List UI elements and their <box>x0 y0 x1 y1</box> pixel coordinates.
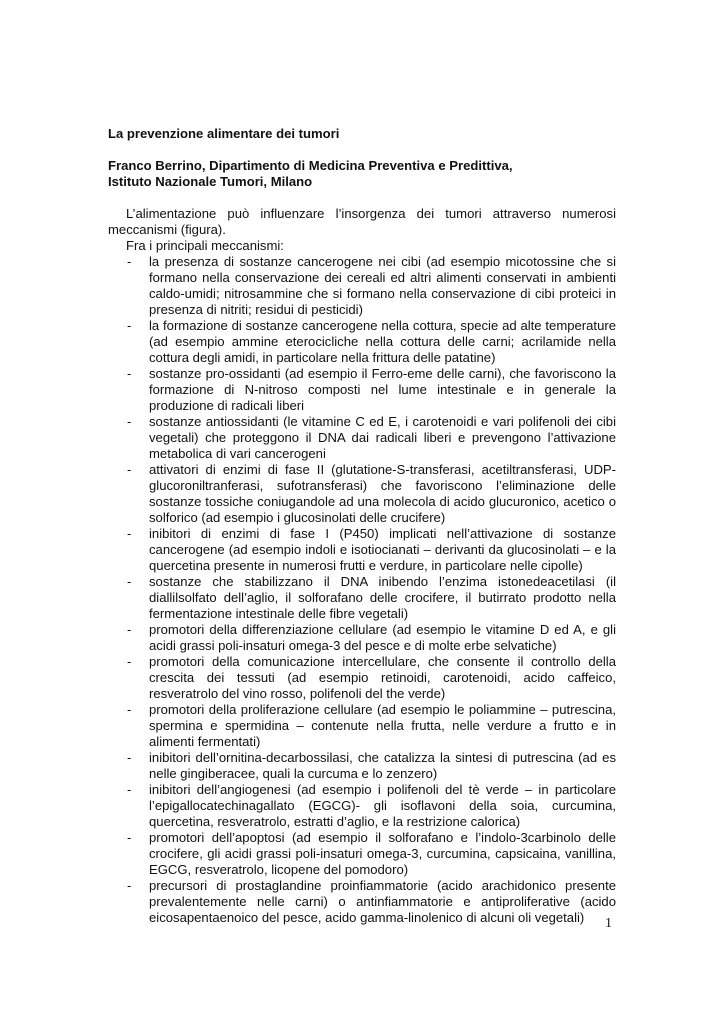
document-title: La prevenzione alimentare dei tumori <box>108 126 340 141</box>
bullet-dash: - <box>127 462 132 477</box>
list-item <box>108 782 616 830</box>
list-item-text: promotori della proliferazione cellulare (ad esempio le poliammine – putrescina, spermina e spermidina – contenute nella frutta, nelle verdure a frutto e in alimenti fermentati) <box>149 702 616 749</box>
intro-paragraph: L’alimentazione può influenzare l’insorgenza dei tumori attraverso numerosi meccanismi (figura). <box>108 206 616 237</box>
bullet-dash: - <box>127 414 132 429</box>
list-item-text: promotori della differenziazione cellulare (ad esempio le vitamine D ed A, e gli acidi grassi poli-insaturi omega-3 del pesce e di molte erbe selvatiche) <box>149 622 616 653</box>
list-item <box>108 366 616 414</box>
list-item-text: sostanze antiossidanti (le vitamine C ed E, i carotenoidi e vari polifenoli dei cibi vegetali) che proteggono il DNA dai radicali liberi e prevengono l’attivazione metabolica di vari cancerogeni <box>149 414 616 461</box>
list-item <box>108 462 616 526</box>
list-item <box>108 526 616 574</box>
list-item <box>108 414 616 462</box>
list-item <box>108 254 616 318</box>
list-item-text: sostanze che stabilizzano il DNA inibendo l’enzima istonedeacetilasi (il diallilsolfato dell’aglio, il solforafano delle crocifere, il butirrato prodotto nella fermentazione intestinale delle fibre vegetali) <box>149 574 616 621</box>
list-item-text: sostanze pro-ossidanti (ad esempio il Ferro-eme delle carni), che favoriscono la formazione di N-nitroso composti nel lume intestinale e in generale la produzione di radicali liberi <box>149 366 616 413</box>
mechanisms-list <box>108 254 616 926</box>
list-item-text: la presenza di sostanze cancerogene nei cibi (ad esempio micotossine che si formano nella conservazione dei cereali ed altri alimenti conservati in ambienti caldo-umidi; nitrosammine che si formano nella conservazione di cibi proteici in presenza di nitriti; residui di pesticidi) <box>149 254 616 317</box>
bullet-dash: - <box>127 574 132 589</box>
list-item <box>108 750 616 782</box>
list-item <box>108 702 616 750</box>
authors-line-2: Istituto Nazionale Tumori, Milano <box>108 174 313 189</box>
bullet-dash: - <box>127 750 132 765</box>
bullet-dash: - <box>127 782 132 797</box>
bullet-dash: - <box>127 366 132 381</box>
page-number: 1 <box>605 916 612 931</box>
list-item <box>108 878 616 926</box>
list-item <box>108 830 616 878</box>
spacer <box>108 142 616 158</box>
bullet-dash: - <box>127 878 132 893</box>
list-item-text: promotori dell’apoptosi (ad esempio il solforafano e l’indolo-3carbinolo delle crocifere, gli acidi grassi poli-insaturi omega-3, curcumina, capsicaina, vanillina, EGCG, resveratrolo, licopene del pomodoro) <box>149 830 616 877</box>
list-lead: Fra i principali meccanismi: <box>126 238 284 253</box>
list-item-text: attivatori di enzimi di fase II (glutatione-S-transferasi, acetiltransferasi, UDP-glucoroniltranferasi, sufotransferasi) che favoriscono l’eliminazione delle sostanze tossiche coniugandole ad una molecola di acido glucuronico, acetico o solforico (ad esempio i glucosinolati delle crucifere) <box>149 462 616 525</box>
list-item <box>108 654 616 702</box>
list-item-text: precursori di prostaglandine proinfiammatorie (acido arachidonico presente prevalentemente nelle carni) o antinfiammatorie e antiproliferative (acido eicosapentaenoico del pesce, acido gamma-linolenico di alcuni oli vegetali) <box>149 878 616 925</box>
list-item <box>108 318 616 366</box>
spacer <box>108 190 616 206</box>
authors-line-1: Franco Berrino, Dipartimento di Medicina Preventiva e Predittiva, <box>108 158 513 173</box>
bullet-dash: - <box>127 702 132 717</box>
list-item-text: inibitori di enzimi di fase I (P450) implicati nell’attivazione di sostanze cancerogene (ad esempio indoli e isotiocianati – derivanti da glucosinolati – e la quercetina presente in numerosi frutti e verdure, in particolare nelle cipolle) <box>149 526 616 573</box>
bullet-dash: - <box>127 254 132 269</box>
list-item-text: inibitori dell’ornitina-decarbossilasi, che catalizza la sintesi di putrescina (ad es nelle gingiberacee, quali la curcuma e lo zenzero) <box>149 750 616 781</box>
bullet-dash: - <box>127 654 132 669</box>
list-item <box>108 622 616 654</box>
bullet-dash: - <box>127 622 132 637</box>
bullet-dash: - <box>127 526 132 541</box>
list-item <box>108 574 616 622</box>
list-item-text: promotori della comunicazione intercellulare, che consente il controllo della crescita dei tessuti (ad esempio retinoidi, carotenoidi, acido caffeico, resveratrolo del vino rosso, polifenoli del the verde) <box>149 654 616 701</box>
list-item-text: la formazione di sostanze cancerogene nella cottura, specie ad alte temperature (ad esempio ammine eterocicliche nella cottura delle carni; acrilamide nella cottura degli amidi, in particolare nella frittura delle patatine) <box>149 318 616 365</box>
page-content <box>108 126 616 926</box>
bullet-dash: - <box>127 318 132 333</box>
bullet-dash: - <box>127 830 132 845</box>
list-item-text: inibitori dell’angiogenesi (ad esempio i polifenoli del tè verde – in particolare l’epigallocatechinagallato (EGCG)- gli isoflavoni della soia, curcumina, quercetina, resveratrolo, estratti d’aglio, e la restrizione calorica) <box>149 782 616 829</box>
